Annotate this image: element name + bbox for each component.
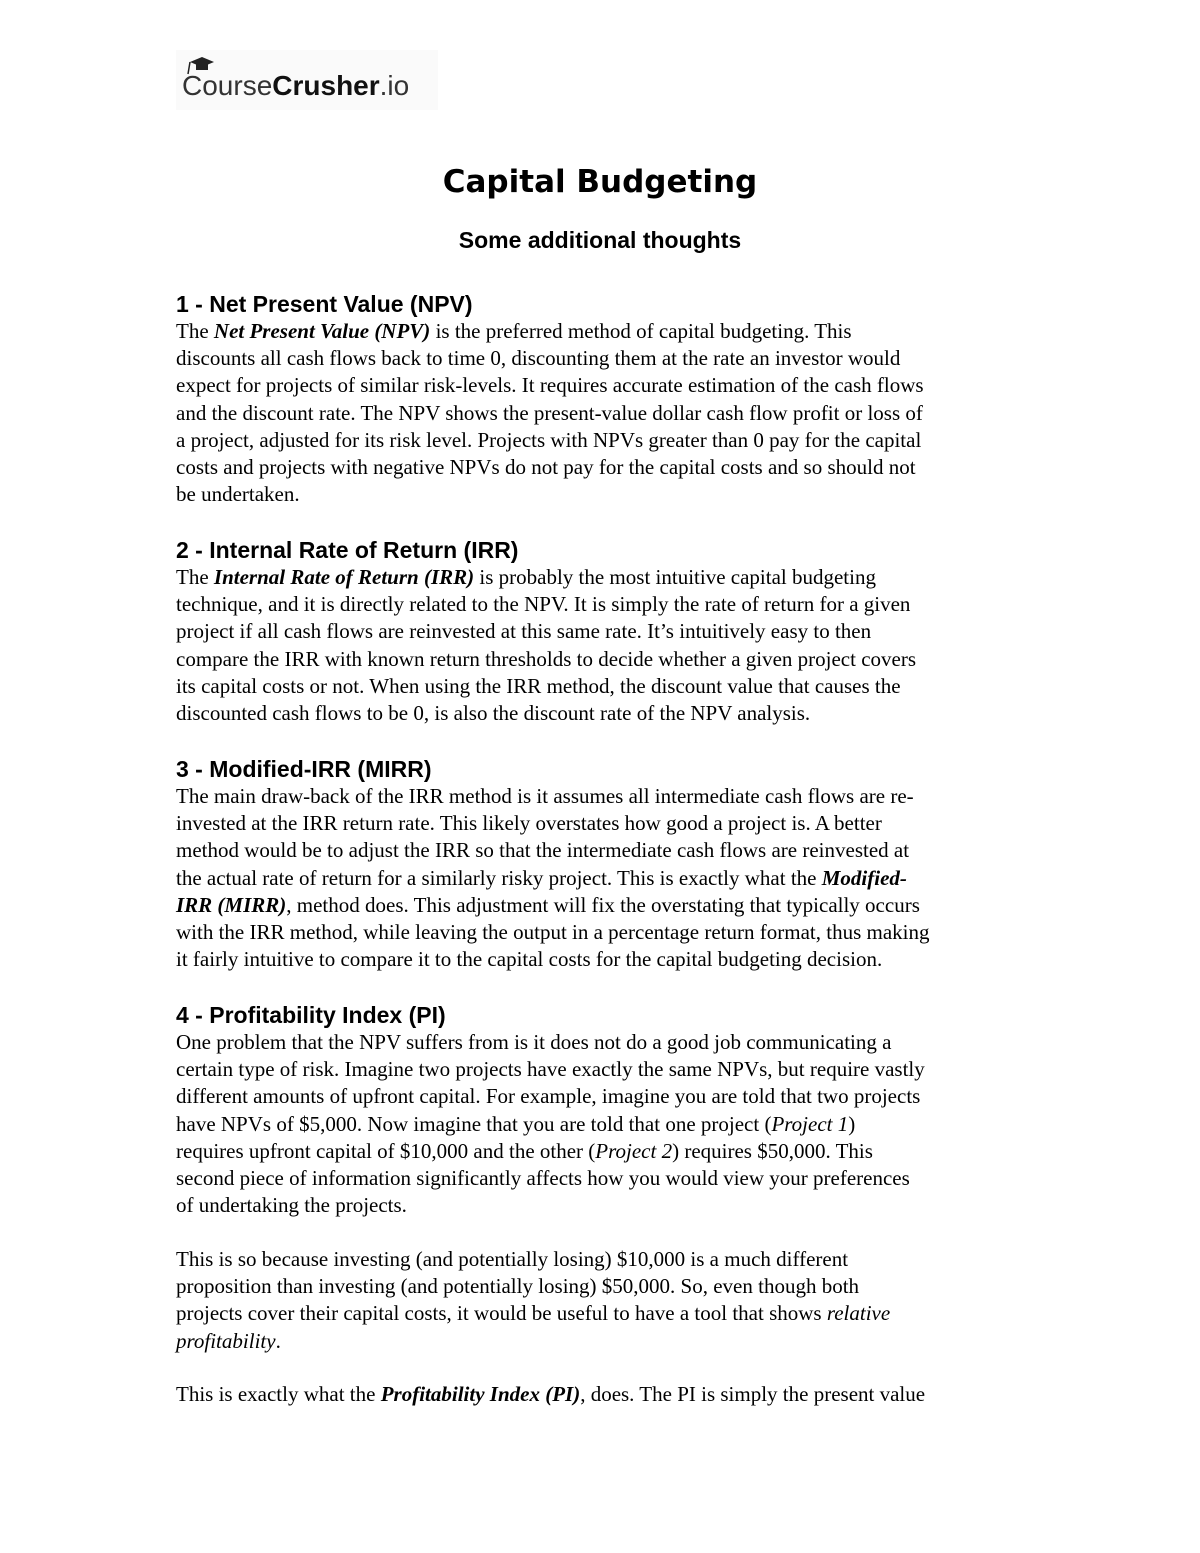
text-line <box>176 892 1036 919</box>
text-run: project if all cash flows are reinvested at this same rate. It’s intuitively easy to then <box>176 619 872 644</box>
emphasized-term: Net Present Value (NPV) <box>213 319 431 343</box>
section-pi <box>176 1001 1036 1219</box>
section-paragraph <box>176 783 1036 973</box>
text-run: be undertaken. <box>176 482 300 507</box>
text-line <box>176 837 1036 864</box>
text-run: discounted cash flows to be 0, is also the discount rate of the NPV analysis. <box>176 701 811 726</box>
text-line <box>176 810 1036 837</box>
text-run: , does. The PI is simply the present value <box>580 1382 926 1406</box>
text-line <box>176 564 1036 591</box>
text-run: compare the IRR with known return thresholds to decide whether a given project covers <box>176 646 917 671</box>
emphasized-term: IRR (MIRR) <box>176 892 287 917</box>
text-run: discounts all cash flows back to time 0, discounting them at the rate an investor would <box>176 346 901 371</box>
text-line <box>176 345 1036 372</box>
text-run: This is exactly what the <box>176 1382 381 1406</box>
text-run: different amounts of upfront capital. For example, imagine you are told that two projects <box>176 1084 921 1109</box>
text-line <box>176 700 1036 727</box>
text-run: ) <box>848 1111 856 1136</box>
section-paragraph <box>176 564 1036 727</box>
text-run: expect for projects of similar risk-levels. It requires accurate estimation of the cash flows <box>176 373 924 398</box>
text-line <box>176 1192 1036 1219</box>
section-paragraph <box>176 1381 1036 1408</box>
text-run: and the discount rate. The NPV shows the present-value dollar cash flow profit or loss of <box>176 400 923 425</box>
text-line <box>176 1328 1036 1355</box>
logo-text-c: C <box>272 70 293 101</box>
text-line <box>176 454 1036 481</box>
text-line <box>176 1029 1036 1056</box>
emphasized-term: relative <box>826 1301 891 1326</box>
text-run: method would be to adjust the IRR so that the intermediate cash flows are reinvested at <box>176 838 910 863</box>
text-run: requires upfront capital of $10,000 and the other ( <box>176 1138 596 1163</box>
text-run: , method does. This adjustment will fix the overstating that typically occurs <box>286 892 920 917</box>
text-line <box>176 783 1036 810</box>
section-paragraph <box>176 1029 1036 1219</box>
text-run: invested at the IRR return rate. This likely overstates how good a project is. A better <box>176 811 882 836</box>
text-line <box>176 946 1036 973</box>
emphasized-term: Modified- <box>821 865 907 890</box>
text-run: The <box>176 565 214 589</box>
text-line <box>176 1111 1036 1138</box>
text-line <box>176 673 1036 700</box>
text-line <box>176 1246 1036 1273</box>
logo-text-rusher: rusher <box>292 70 380 101</box>
text-run: ) requires $50,000. This <box>672 1138 873 1163</box>
text-line <box>176 865 1036 892</box>
text-run: is the preferred method of capital budgeting. This <box>430 319 852 343</box>
section-pi-paragraph-2 <box>176 1246 1036 1355</box>
logo-text-io: .io <box>379 70 410 101</box>
coursecrusher-logo <box>176 50 438 110</box>
text-run: One problem that the NPV suffers from is it does not do a good job communicating a <box>176 1030 892 1054</box>
text-run: is probably the most intuitive capital budgeting <box>474 565 876 589</box>
section-pi-paragraph-3 <box>176 1381 1036 1408</box>
text-run: projects cover their capital costs, it would be useful to have a tool that shows <box>176 1301 827 1326</box>
section-paragraph <box>176 318 1036 508</box>
text-line <box>176 1083 1036 1110</box>
text-line <box>176 618 1036 645</box>
text-run: certain type of risk. Imagine two projects have exactly the same NPVs, but require vastly <box>176 1057 925 1082</box>
text-run: second piece of information significantly affects how you would view your preferences <box>176 1166 910 1191</box>
text-line <box>176 400 1036 427</box>
text-line <box>176 1165 1036 1192</box>
section-paragraph <box>176 1246 1036 1355</box>
text-run: a project, adjusted for its risk level. Projects with NPVs greater than 0 pay for the capital <box>176 427 922 452</box>
emphasized-term: Internal Rate of Return (IRR) <box>213 565 475 589</box>
text-run: costs and projects with negative NPVs do not pay for the capital costs and so should not <box>176 455 916 480</box>
text-line <box>176 1056 1036 1083</box>
text-line <box>176 1381 1036 1408</box>
page-title: Capital Budgeting <box>442 164 758 200</box>
text-run: of undertaking the projects. <box>176 1193 407 1218</box>
text-run: have NPVs of $5,000. Now imagine that you are told that one project ( <box>176 1111 772 1136</box>
text-run: This is so because investing (and potentially losing) $10,000 is a much different <box>176 1247 849 1271</box>
text-line <box>176 646 1036 673</box>
text-run: the actual rate of return for a similarly risky project. This is exactly what the <box>176 865 822 890</box>
emphasized-term: Profitability Index (PI) <box>380 1382 581 1406</box>
text-line <box>176 318 1036 345</box>
emphasized-term: Project 2 <box>595 1138 673 1163</box>
text-line <box>176 919 1036 946</box>
text-run: proposition than investing (and potentially losing) $50,000. So, even though both <box>176 1274 860 1299</box>
section-irr <box>176 536 1036 727</box>
text-line <box>176 1300 1036 1327</box>
text-line <box>176 1273 1036 1300</box>
logo-graphic <box>176 50 438 110</box>
text-run: its capital costs or not. When using the IRR method, the discount value that causes the <box>176 673 901 698</box>
section-heading: 1 - Net Present Value (NPV) <box>176 291 473 317</box>
text-line <box>176 481 1036 508</box>
text-run: The main draw-back of the IRR method is it assumes all intermediate cash flows are re- <box>176 784 914 808</box>
emphasized-term: Project 1 <box>771 1111 849 1136</box>
section-heading: 3 - Modified-IRR (MIRR) <box>176 756 432 782</box>
text-run: with the IRR method, while leaving the output in a percentage return format, thus making <box>176 920 930 945</box>
text-run: The <box>176 319 214 343</box>
section-npv <box>176 290 1036 508</box>
page-subtitle: Some additional thoughts <box>458 227 742 253</box>
section-mirr <box>176 755 1036 973</box>
logo-text <box>182 70 409 101</box>
text-line <box>176 372 1036 399</box>
text-run: . <box>275 1328 281 1353</box>
text-run: technique, and it is directly related to the NPV. It is simply the rate of return for a given <box>176 592 911 617</box>
logo-text-course: Course <box>182 70 273 101</box>
section-heading: 2 - Internal Rate of Return (IRR) <box>176 537 519 563</box>
emphasized-term: profitability <box>176 1328 276 1353</box>
section-heading: 4 - Profitability Index (PI) <box>176 1002 446 1028</box>
text-line <box>176 427 1036 454</box>
text-line <box>176 591 1036 618</box>
text-run: it fairly intuitive to compare it to the capital costs for the capital budgeting decision. <box>176 947 883 972</box>
text-line <box>176 1138 1036 1165</box>
